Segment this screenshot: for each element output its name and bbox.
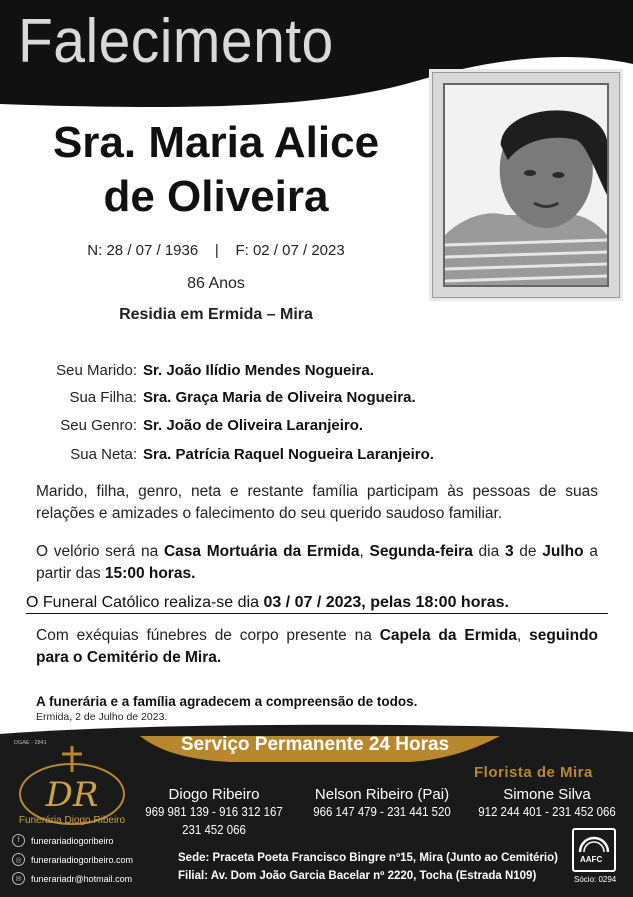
contact-name: Nelson Ribeiro (Pai) <box>314 786 450 803</box>
wake-info: O velório será na Casa Mortuária da Ermida, Segunda-feira dia 3 de Julho a partir das 15:00 horas. <box>36 543 598 582</box>
association-emblem-icon <box>574 830 614 870</box>
contact-phone: 966 147 479 - 231 441 520 <box>313 804 451 819</box>
association-logo-text: AAFC <box>580 855 603 864</box>
contact-phone: 912 244 401 - 231 452 066 <box>478 804 616 819</box>
ceremony-info: Com exéquias fúnebres de corpo presente na Capela da Ermida, seguindo para o Cemitério de Mira. <box>36 627 599 666</box>
social-email[interactable] <box>12 872 132 885</box>
relative-row <box>0 362 633 382</box>
email-icon: ✉ <box>12 872 25 885</box>
age: 86 Anos <box>187 275 245 292</box>
wake-place: Casa Mortuária da Ermida <box>163 543 360 560</box>
deceased-name <box>0 116 432 224</box>
relative-name: Sra. Graça Maria de Oliveira Nogueira. <box>143 389 416 406</box>
relative-row <box>0 446 633 466</box>
social-text: funerariadiogoribeiro.com <box>31 854 134 865</box>
deceased-name-line2: de Oliveira <box>103 172 329 221</box>
relative-label: Seu Genro: <box>60 417 137 434</box>
relative-name: Sra. Patrícia Raquel Nogueira Laranjeiro. <box>143 446 434 463</box>
service-banner: Serviço Permanente 24 Horas <box>180 734 450 755</box>
funeral-info: O Funeral Católico realiza-se dia 03 / 07 / 2023, pelas 18:00 horas. <box>26 594 608 614</box>
contact-phone: 969 981 139 - 916 312 167 <box>145 804 283 819</box>
contact-diogo <box>134 786 294 839</box>
facebook-icon: f <box>12 834 25 847</box>
contact-phone: 231 452 066 <box>182 822 246 837</box>
dgae-code: DGAE - 2841 <box>14 740 47 746</box>
relative-label: Sua Neta: <box>70 446 137 463</box>
contact-nelson <box>302 786 462 821</box>
residence: Residia em Ermida – Mira <box>119 306 313 323</box>
social-facebook[interactable] <box>12 834 114 847</box>
relative-row <box>0 389 633 409</box>
relative-name: Sr. João Ilídio Mendes Nogueira. <box>143 362 374 379</box>
wake-time: 15:00 horas. <box>104 565 196 582</box>
relative-row <box>0 417 633 437</box>
address-branch: Filial: Av. Dom João Garcia Bacelar nº 2220, Tocha (Estrada N109) <box>178 870 537 882</box>
wake-month: Julho <box>542 543 584 560</box>
instagram-icon: ◎ <box>12 853 25 866</box>
relative-label: Seu Marido: <box>56 362 137 379</box>
deceased-name-line1: Sra. Maria Alice <box>52 118 380 167</box>
logo-caption: Funerária Diogo Ribeiro <box>18 815 126 826</box>
association-logo <box>572 828 616 872</box>
wake-day-number: 3 <box>504 543 514 560</box>
relative-label: Sua Filha: <box>69 389 137 406</box>
social-text: funerariadiogoribeiro <box>31 835 114 846</box>
social-website[interactable] <box>12 853 133 866</box>
address-main: Sede: Praceta Poeta Francisco Bingre nº15, Mira (Junto ao Cemitério) <box>178 852 558 864</box>
page-title: Falecimento <box>18 7 334 76</box>
contact-name: Simone Silva <box>503 786 591 803</box>
florist-name: Florista de Mira <box>474 764 593 781</box>
logo-letters: DR <box>45 775 99 815</box>
ceremony-cemetery: seguindo para o Cemitério de Mira. <box>36 627 599 666</box>
place-date: Ermida, 2 de Julho de 2023. <box>36 711 168 723</box>
birth-death-dates: N: 28 / 07 / 1936 | F: 02 / 07 / 2023 <box>87 242 345 259</box>
funeral-date-time: 03 / 07 / 2023, pelas 18:00 horas. <box>263 594 509 611</box>
wake-day: Segunda-feira <box>369 543 473 560</box>
member-number: Sócio: 0294 <box>574 875 617 884</box>
ceremony-chapel: Capela da Ermida <box>379 627 517 644</box>
thanks-note: A funerária e a família agradecem a compreensão de todos. <box>36 694 418 709</box>
contact-simone <box>467 786 627 821</box>
portrait-frame <box>432 72 620 298</box>
portrait-photo <box>443 83 609 287</box>
announcement-text: Marido, filha, genro, neta e restante família participam às pessoas de suas relações e amizades o falecimento do seu querido saudoso familiar. <box>36 483 598 522</box>
social-text: funerariadr@hotmail.com <box>31 873 133 884</box>
relative-name: Sr. João de Oliveira Laranjeiro. <box>143 417 364 434</box>
contact-name: Diogo Ribeiro <box>168 786 260 803</box>
